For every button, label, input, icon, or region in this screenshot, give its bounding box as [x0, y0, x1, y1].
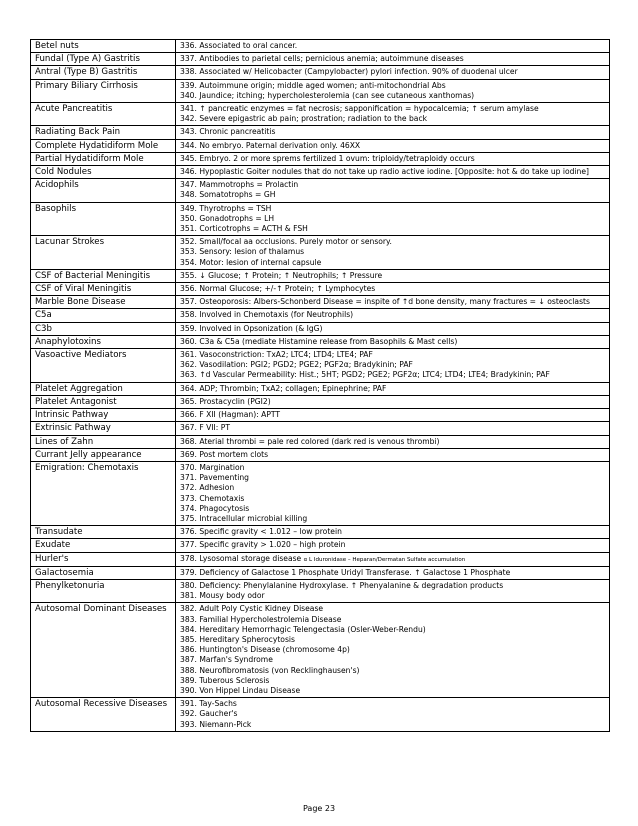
- definition-line: 380. Deficiency: Phenylalanine Hydroxylase. ↑ Phenyalanine & degradation products: [180, 580, 504, 590]
- definition-cell: [176, 435, 610, 448]
- definition-line: 390. Von Hippel Lindau Disease: [180, 685, 301, 695]
- definition-line: 360. C3a & C5a (mediate Histamine release from Basophils & Mast cells): [180, 336, 458, 346]
- definition-cell: [176, 40, 610, 53]
- term-cell: Cold Nodules: [31, 166, 176, 179]
- definition-line: 362. Vasodilation: PGI2; PGD2; PGE2; PGF2α; Bradykinin; PAF: [180, 360, 413, 370]
- definition-line: 336. Associated to oral cancer.: [180, 41, 298, 50]
- definition-line: 338. Associated w/ Helicobacter (Campylobacter) pylori infection. 90% of duodenal ulcer: [180, 67, 518, 77]
- table-row: [31, 461, 610, 525]
- definition-line: 354. Motor: lesion of internal capsule: [180, 257, 322, 267]
- definition-cell: [176, 53, 610, 66]
- notes-table-body: [31, 40, 610, 732]
- term-cell: Emigration: Chemotaxis: [31, 461, 176, 525]
- definition-line: 344. No embryo. Paternal derivation only. 46XX: [180, 140, 361, 150]
- definition-line: 368. Aterial thrombi = pale red colored (dark red is venous thrombi): [180, 436, 440, 446]
- definition-line: 383. Familial Hypercholestrolemia Disease: [180, 614, 342, 624]
- definition-line: 357. Osteoporosis: Albers-Schonberd Disease = inspite of ↑d bone density, many fractures = ↓ osteoclasts: [180, 297, 590, 307]
- term-cell: Basophils: [31, 202, 176, 236]
- definition-cell: [176, 103, 610, 126]
- definition-line: 359. Involved in Opsonization (& IgG): [180, 323, 323, 333]
- definition-line: 337. Antibodies to parietal cells; pernicious anemia; autoimmune diseases: [180, 54, 464, 64]
- definition-cell: [176, 236, 610, 270]
- table-row: [31, 579, 610, 602]
- page-number: Page 23: [302, 804, 336, 813]
- table-row: [31, 552, 610, 566]
- table-row: [31, 126, 610, 139]
- definition-line: 350. Gonadotrophs = LH: [180, 213, 275, 223]
- definition-line: 381. Mousy body odor: [180, 591, 265, 601]
- table-row: [31, 448, 610, 461]
- table-row: [31, 435, 610, 448]
- definition-line: [180, 554, 607, 565]
- term-cell: Lines of Zahn: [31, 435, 176, 448]
- term-cell: Radiating Back Pain: [31, 126, 176, 139]
- definition-line: 345. Embryo. 2 or more sprems fertilized 1 ovum: triploidy/tetraploidy occurs: [180, 153, 475, 163]
- definition-line: 339. Autoimmune origin; middle aged women; anti-mitochondrial Abs: [180, 80, 446, 90]
- table-row: [31, 698, 610, 732]
- term-cell: Platelet Aggregation: [31, 382, 176, 395]
- definition-line: 376. Specific gravity < 1.012 – low protein: [180, 527, 342, 537]
- definition-line: 382. Adult Poly Cystic Kidney Disease: [180, 604, 324, 614]
- table-row: [31, 53, 610, 66]
- term-cell: Phenylketonuria: [31, 579, 176, 602]
- table-row: [31, 166, 610, 179]
- term-cell: Fundal (Type A) Gastritis: [31, 53, 176, 66]
- definition-line: 386. Huntington's Disease (chromosome 4p): [180, 645, 350, 655]
- table-row: [31, 409, 610, 422]
- table-row: [31, 395, 610, 408]
- definition-line: 342. Severe epigastric ab pain; prostration; radiation to the back: [180, 114, 428, 124]
- definition-line: 361. Vasoconstriction: TxA2; LTC4; LTD4; LTE4; PAF: [180, 350, 373, 360]
- definition-line: 356. Normal Glucose; +/-↑ Protein; ↑ Lymphocytes: [180, 284, 376, 294]
- term-cell: C5a: [31, 309, 176, 322]
- table-row: [31, 382, 610, 395]
- definition-line: 366. F XII (Hagman): APTT: [180, 410, 281, 420]
- term-cell: Lacunar Strokes: [31, 236, 176, 270]
- table-row: [31, 526, 610, 539]
- definition-cell: [176, 566, 610, 579]
- definition-line: 347. Mammotrophs = Prolactin: [180, 180, 299, 190]
- definition-cell: [176, 349, 610, 383]
- table-row: [31, 66, 610, 79]
- definition-cell: [176, 66, 610, 79]
- definition-line: 367. F VII: PT: [180, 423, 230, 433]
- table-row: [31, 103, 610, 126]
- definition-line: 379. Deficiency of Galactose 1 Phosphate Uridyl Transferase. ↑ Galactose 1 Phosphate: [180, 567, 511, 577]
- term-cell: Primary Biliary Cirrhosis: [31, 79, 176, 102]
- definition-line: 388. Neurofibromatosis (von Recklinghausen's): [180, 665, 360, 675]
- definition-cell: [176, 395, 610, 408]
- definition-line: 392. Gaucher's: [180, 709, 238, 719]
- term-cell: Antral (Type B) Gastritis: [31, 66, 176, 79]
- definition-cell: [176, 179, 610, 202]
- definition-cell: [176, 603, 610, 698]
- table-row: [31, 139, 610, 152]
- definition-line: 365. Prostacyclin (PGI2): [180, 396, 271, 406]
- definition-line: 363. ↑d Vascular Permeability: Hist.; 5HT; PGD2; PGE2; PGF2α; LTC4; LTD4; LTE4; Bradykinin; PAF: [180, 370, 550, 380]
- definition-cell: [176, 448, 610, 461]
- definition-line-text: 378. Lysosomal storage disease: [180, 553, 302, 563]
- definition-cell: [176, 139, 610, 152]
- definition-cell: [176, 309, 610, 322]
- definition-line: 375. Intracellular microbial killing: [180, 513, 308, 523]
- table-row: [31, 603, 610, 698]
- definition-line: 349. Thyrotrophs = TSH: [180, 203, 272, 213]
- term-cell: Transudate: [31, 526, 176, 539]
- table-row: [31, 202, 610, 236]
- term-cell: Autosomal Dominant Diseases: [31, 603, 176, 698]
- term-cell: Currant Jelly appearance: [31, 448, 176, 461]
- definition-line: 348. Somatotrophs = GH: [180, 190, 276, 200]
- definition-line: 384. Hereditary Hemorrhagic Telengectasia (Osler-Weber-Rendu): [180, 624, 426, 634]
- definition-cell: [176, 322, 610, 335]
- definition-cell: [176, 202, 610, 236]
- term-cell: Marble Bone Disease: [31, 296, 176, 309]
- definition-line: 372. Adhesion: [180, 483, 235, 493]
- term-cell: Extrinsic Pathway: [31, 422, 176, 435]
- definition-cell: [176, 409, 610, 422]
- definition-line: 369. Post mortem clots: [180, 449, 269, 459]
- table-row: [31, 309, 610, 322]
- table-row: [31, 422, 610, 435]
- term-cell: Complete Hydatidiform Mole: [31, 139, 176, 152]
- table-row: [31, 335, 610, 348]
- term-cell: CSF of Viral Meningitis: [31, 283, 176, 296]
- term-cell: Autosomal Recessive Diseases: [31, 698, 176, 732]
- definition-cell: [176, 166, 610, 179]
- definition-line: 389. Tuberous Sclerosis: [180, 675, 270, 685]
- definition-cell: [176, 526, 610, 539]
- term-cell: Platelet Antagonist: [31, 395, 176, 408]
- definition-cell: [176, 269, 610, 282]
- term-cell: Intrinsic Pathway: [31, 409, 176, 422]
- definition-line: 371. Pavementing: [180, 473, 249, 483]
- definition-line: 370. Margination: [180, 462, 245, 472]
- table-row: [31, 349, 610, 383]
- definition-cell: [176, 579, 610, 602]
- table-row: [31, 283, 610, 296]
- table-row: [31, 322, 610, 335]
- term-cell: Hurler's: [31, 552, 176, 566]
- definition-cell: [176, 283, 610, 296]
- definition-cell: [176, 126, 610, 139]
- definition-line: 373. Chemotaxis: [180, 493, 245, 503]
- table-row: [31, 179, 610, 202]
- table-row: [31, 566, 610, 579]
- definition-line: 387. Marfan's Syndrome: [180, 655, 273, 665]
- definition-line: 393. Niemann-Pick: [180, 719, 252, 729]
- definition-line: 364. ADP; Thrombin; TxA2; collagen; Epinephrine; PAF: [180, 383, 387, 393]
- table-row: [31, 539, 610, 552]
- definition-cell: [176, 539, 610, 552]
- definition-cell: [176, 296, 610, 309]
- definition-cell: [176, 79, 610, 102]
- table-row: [31, 79, 610, 102]
- definition-line: 385. Hereditary Spherocytosis: [180, 634, 295, 644]
- definition-cell: [176, 422, 610, 435]
- definition-line: 343. Chronic pancreatitis: [180, 127, 276, 137]
- definition-cell: [176, 382, 610, 395]
- term-cell: Acidophils: [31, 179, 176, 202]
- definition-line: 353. Sensory: lesion of thalamus: [180, 247, 305, 257]
- definition-line: 391. Tay-Sachs: [180, 699, 237, 709]
- table-row: [31, 296, 610, 309]
- table-row: [31, 236, 610, 270]
- table-row: [31, 269, 610, 282]
- table-row: [31, 40, 610, 53]
- definition-line: 358. Involved in Chemotaxis (for Neutrophils): [180, 310, 354, 320]
- definition-line: 351. Corticotrophs = ACTH & FSH: [180, 224, 308, 234]
- definition-cell: [176, 335, 610, 348]
- term-cell: CSF of Bacterial Meningitis: [31, 269, 176, 282]
- term-cell: Vasoactive Mediators: [31, 349, 176, 383]
- definition-line: 355. ↓ Glucose; ↑ Protein; ↑ Neutrophils; ↑ Pressure: [180, 270, 383, 280]
- definition-line: 346. Hypoplastic Goiter nodules that do not take up radio active iodine. [Opposite: hot & do take up iodine]: [180, 167, 589, 177]
- term-cell: Galactosemia: [31, 566, 176, 579]
- term-cell: Betel nuts: [31, 40, 176, 53]
- notes-table: [30, 39, 610, 732]
- definition-line: 374. Phagocytosis: [180, 503, 250, 513]
- definition-cell: [176, 152, 610, 165]
- definition-line: 352. Small/focal aa occlusions. Purely motor or sensory.: [180, 237, 392, 247]
- term-cell: Exudate: [31, 539, 176, 552]
- term-cell: Acute Pancreatitis: [31, 103, 176, 126]
- term-cell: C3b: [31, 322, 176, 335]
- definition-cell: [176, 698, 610, 732]
- definition-cell: [176, 461, 610, 525]
- table-row: [31, 152, 610, 165]
- definition-line: 341. ↑ pancreatic enzymes = fat necrosis; sapponification = hypocalcemia; ↑ serum amylase: [180, 104, 539, 114]
- definition-line: 340. Jaundice; itching; hypercholesterolemia (can see cutaneous xanthomas): [180, 90, 475, 100]
- term-cell: Partial Hydatidiform Mole: [31, 152, 176, 165]
- definition-note: α L Iduronidase – Heparan/Dermatan Sulfate accumulation: [303, 556, 466, 563]
- definition-line: 377. Specific gravity > 1.020 – high protein: [180, 540, 346, 550]
- term-cell: Anaphylotoxins: [31, 335, 176, 348]
- definition-cell: [176, 552, 610, 566]
